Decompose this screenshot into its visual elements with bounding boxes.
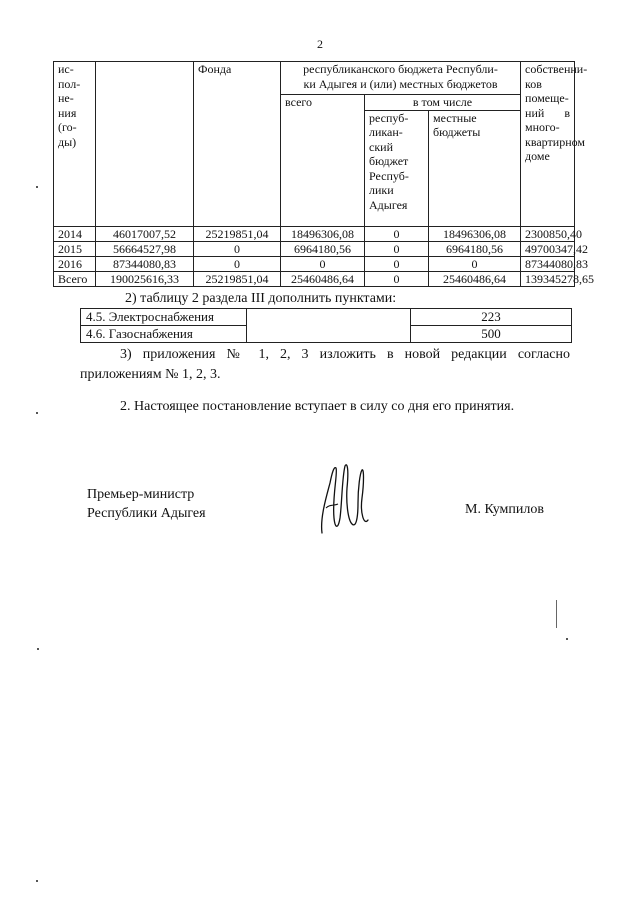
cell-owners: 49700347,42 <box>521 241 575 256</box>
signer-position-line: Республики Адыгея <box>87 506 206 521</box>
scan-speck <box>36 412 38 414</box>
item-label: 4.5. Электроснабжения <box>81 309 247 326</box>
cell-local: 6964180,56 <box>429 241 521 256</box>
table2-additions <box>80 308 572 343</box>
cell-year: 2016 <box>54 256 96 271</box>
item-label: 4.6. Газоснабжения <box>81 326 247 343</box>
cell-total: 87344080,83 <box>96 256 194 271</box>
paragraph-table2-intro: 2) таблицу 2 раздела III дополнить пунктами: <box>125 291 397 306</box>
cell-fund: 25219851,04 <box>194 226 281 241</box>
signer-position-line: Премьер-министр <box>87 487 195 502</box>
scan-speck <box>37 648 39 650</box>
header-budget-total: всего <box>281 95 365 227</box>
cell-year: 2015 <box>54 241 96 256</box>
cell-local: 0 <box>429 256 521 271</box>
cell-republican: 0 <box>365 241 429 256</box>
header-including: в том числе <box>365 95 521 111</box>
cell-year: Всего <box>54 271 96 286</box>
cell-local: 25460486,64 <box>429 271 521 286</box>
cell-fund: 0 <box>194 256 281 271</box>
item-value: 500 <box>411 326 572 343</box>
cell-republican: 0 <box>365 256 429 271</box>
table-row-total <box>54 271 575 286</box>
cell-owners: 139345278,65 <box>521 271 575 286</box>
cell-local: 18496306,08 <box>429 226 521 241</box>
header-budget: республиканского бюджета Республи- ки Адыгея и (или) местных бюджетов <box>281 62 521 95</box>
header-total-amount <box>96 62 194 227</box>
header-years: ис- пол- не- ния (го- ды) <box>54 62 96 227</box>
cell-budget-total: 6964180,56 <box>281 241 365 256</box>
page-number: 2 <box>317 37 323 51</box>
handwritten-signature <box>312 458 372 538</box>
blank-cell <box>247 309 411 343</box>
header-fund: Фонда <box>194 62 281 227</box>
cell-year: 2014 <box>54 226 96 241</box>
item-value: 223 <box>411 309 572 326</box>
header-local-budgets: местные бюджеты <box>429 110 521 226</box>
signer-name: М. Кумпилов <box>465 502 544 517</box>
paragraph-appendices: 3) приложения № 1, 2, 3 изложить в новой редакции согласно приложениям № 1, 2, 3. <box>80 347 570 382</box>
paragraph-effective-date: 2. Настоящее постановление вступает в силу со дня его принятия. <box>120 399 515 414</box>
cell-fund: 25219851,04 <box>194 271 281 286</box>
table-row <box>81 309 572 326</box>
signer-position <box>87 485 206 523</box>
header-owners: собственни- ков помеще- ний в много- квартирном доме <box>521 62 575 227</box>
cell-owners: 87344080,83 <box>521 256 575 271</box>
table-row <box>54 241 575 256</box>
cell-total: 46017007,52 <box>96 226 194 241</box>
cell-budget-total: 18496306,08 <box>281 226 365 241</box>
cell-republican: 0 <box>365 271 429 286</box>
table-row <box>54 226 575 241</box>
cell-budget-total: 25460486,64 <box>281 271 365 286</box>
cell-owners: 2300850,40 <box>521 226 575 241</box>
table-row <box>54 256 575 271</box>
scan-line <box>556 600 557 628</box>
cell-budget-total: 0 <box>281 256 365 271</box>
scan-speck <box>36 880 38 882</box>
cell-total: 190025616,33 <box>96 271 194 286</box>
scan-speck <box>566 638 568 640</box>
cell-fund: 0 <box>194 241 281 256</box>
scan-speck <box>36 186 38 188</box>
header-republican-budget: респуб- ликан- ский бюджет Респуб- лики Адыгея <box>365 110 429 226</box>
cell-republican: 0 <box>365 226 429 241</box>
cell-total: 56664527,98 <box>96 241 194 256</box>
financing-table <box>53 61 595 287</box>
